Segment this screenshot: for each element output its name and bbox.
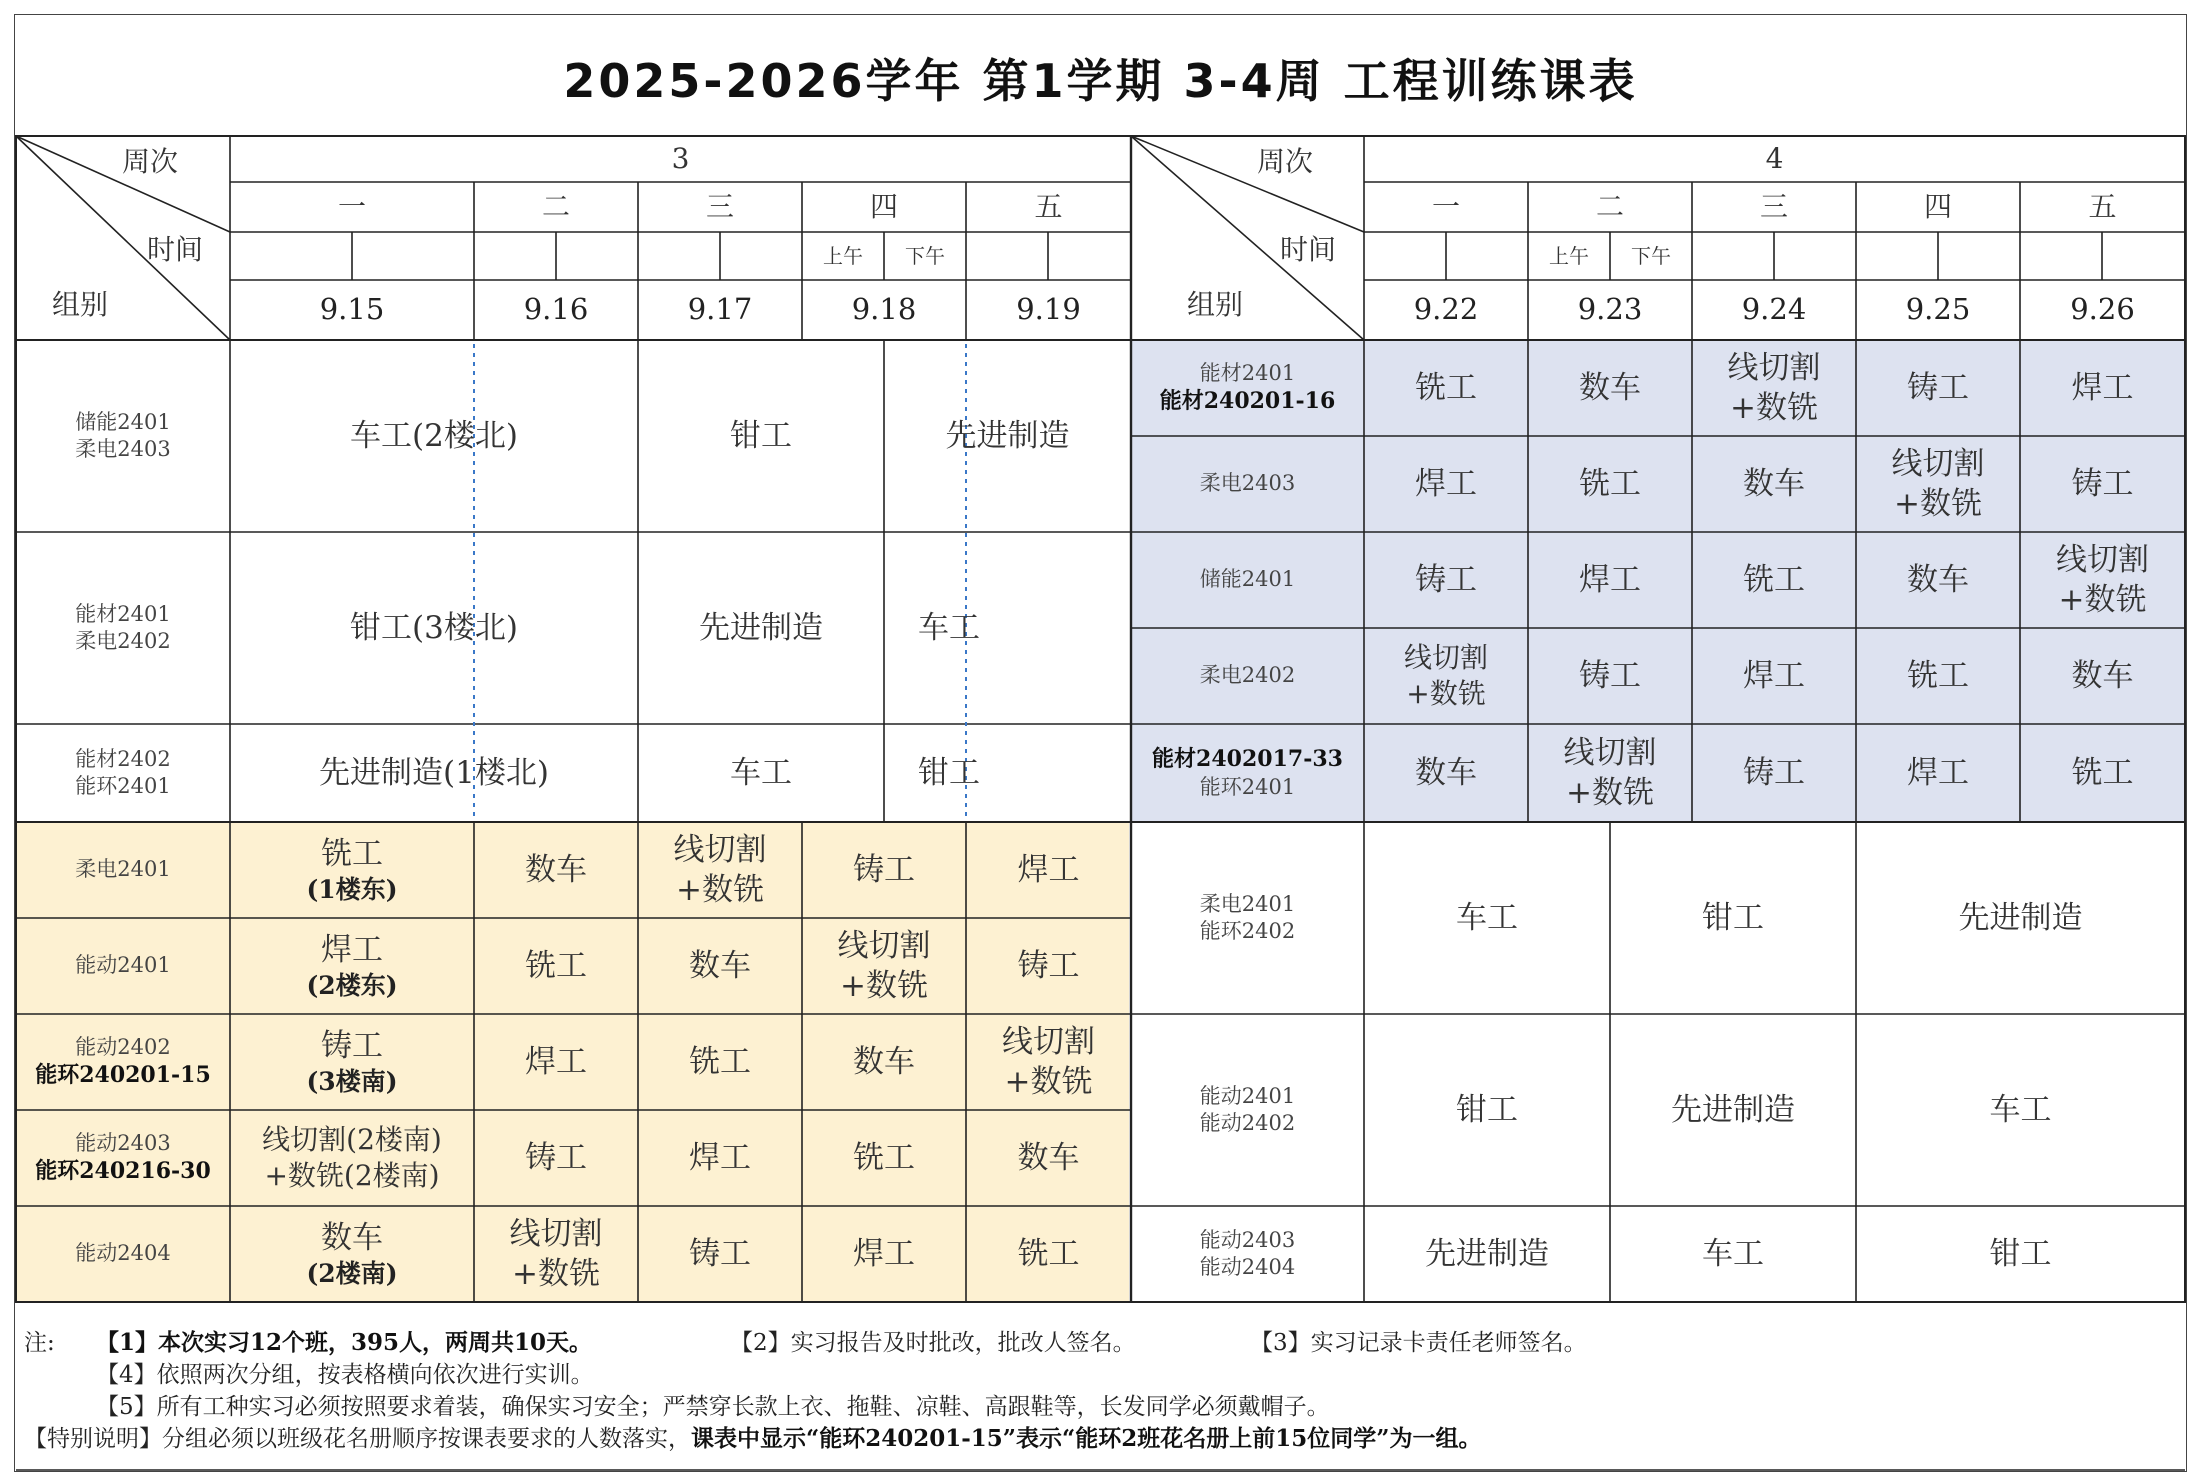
- week4-tue-am: 上午: [1549, 244, 1589, 268]
- week3-r8-wed: 铸工: [689, 1235, 751, 1272]
- week3-r7-fri: 数车: [1017, 1139, 1080, 1176]
- week4-group-1: 能材2401 能材240201-16: [1159, 361, 1336, 415]
- week3-r4-tue: 数车: [525, 851, 587, 888]
- week4-r8-block-b: 车工: [1702, 1235, 1764, 1272]
- week3-r7-wed: 焊工: [689, 1139, 751, 1176]
- week3-date-wed: 9.17: [687, 292, 753, 327]
- week3-r7-thu: 铣工: [853, 1139, 915, 1176]
- week3-r4-mon: 铣工 (1楼东): [306, 835, 398, 904]
- week4-r4-wed: 焊工: [1743, 657, 1805, 694]
- week3-r5-thu: 线切割 +数铣: [837, 927, 931, 1004]
- week3-r6-thu: 数车: [853, 1043, 915, 1080]
- week3-r3-block-a: 先进制造(1楼北): [319, 754, 549, 791]
- week3-r6-tue: 焊工: [525, 1043, 587, 1080]
- week4-group-4: 柔电2402: [1199, 663, 1296, 688]
- week4-r1-wed: 线切割 +数铣: [1727, 349, 1821, 426]
- notes-prefix: 注:: [24, 1330, 55, 1356]
- week3-group-5: 能动2401: [75, 953, 171, 978]
- week4-day-mon: 一: [1431, 189, 1460, 223]
- week3-date-tue: 9.16: [523, 292, 589, 327]
- week4-r2-mon: 焊工: [1415, 465, 1477, 502]
- week3-day-mon: 一: [337, 189, 366, 223]
- week4-date-thu: 9.25: [1905, 292, 1971, 327]
- week3-r4-fri: 焊工: [1017, 851, 1080, 888]
- week3-date-fri: 9.19: [1016, 292, 1081, 327]
- week3-r6-fri: 线切割 +数铣: [1002, 1023, 1095, 1100]
- week3-r1-block-c: 先进制造: [945, 417, 1070, 454]
- week4-r2-wed: 数车: [1743, 465, 1805, 502]
- note-4: 【4】依照两次分组，按表格横向依次进行实训。: [96, 1362, 594, 1388]
- week3-r5-tue: 铣工: [525, 947, 587, 984]
- week3-r4-thu: 铸工: [853, 851, 915, 888]
- week3-group-8: 能动2404: [75, 1241, 171, 1266]
- week3-r6-wed: 铣工: [689, 1043, 751, 1080]
- week3-r4-wed: 线切割 +数铣: [673, 831, 767, 908]
- week4-day-thu: 四: [1923, 189, 1952, 223]
- note-3: 【3】实习记录卡责任老师签名。: [1250, 1330, 1587, 1356]
- week3-day-fri: 五: [1034, 189, 1063, 223]
- week4-group-3: 储能2401: [1199, 567, 1296, 592]
- week4-group-7: 能动2401 能动2402: [1199, 1083, 1296, 1135]
- week4-r6-block-a: 车工: [1456, 899, 1518, 936]
- week3-r8-tue: 线切割 +数铣: [509, 1215, 603, 1292]
- week4-r7-block-b: 先进制造: [1671, 1091, 1795, 1128]
- week4-r5-mon: 数车: [1415, 754, 1477, 791]
- week4-group-2: 柔电2403: [1199, 471, 1296, 496]
- week4-r5-tue: 线切割 +数铣: [1563, 734, 1657, 811]
- week4-date-mon: 9.22: [1413, 292, 1479, 327]
- week3-group-label: 组别: [51, 287, 108, 321]
- week4-day-wed: 三: [1759, 189, 1788, 223]
- week3-date-mon: 9.15: [319, 292, 385, 327]
- week4-r2-thu: 线切割 +数铣: [1891, 445, 1985, 522]
- week4-date-wed: 9.24: [1741, 292, 1807, 327]
- week3-group-2: 能材2401 柔电2402: [75, 601, 171, 653]
- week3-r3-block-c: 钳工: [918, 754, 980, 791]
- week4-day-tue: 二: [1595, 189, 1624, 223]
- week4-number: 4: [1765, 141, 1784, 175]
- week4-r7-block-c: 车工: [1989, 1091, 2052, 1128]
- week3-date-thu: 9.18: [851, 292, 917, 327]
- week4-group-8: 能动2403 能动2404: [1199, 1227, 1296, 1279]
- week3-r1-block-a: 车工(2楼北): [350, 417, 518, 454]
- week4-group-6: 柔电2401 能环2402: [1199, 891, 1296, 943]
- week4-r3-fri: 线切割 +数铣: [2056, 541, 2149, 618]
- week4-r4-thu: 铣工: [1907, 657, 1969, 694]
- week4-r3-thu: 数车: [1907, 561, 1969, 598]
- week4-r1-mon: 铣工: [1415, 369, 1477, 406]
- week4-r2-tue: 铣工: [1579, 465, 1641, 502]
- week3-r2-block-c: 车工: [918, 609, 980, 646]
- week3-r2-block-a: 钳工(3楼北): [350, 609, 518, 646]
- page-title: 2025-2026学年 第1学期 3-4周 工程训练课表: [563, 54, 1638, 109]
- week3-day-tue: 二: [541, 189, 570, 223]
- week4-r3-mon: 铸工: [1415, 561, 1477, 598]
- week3-r7-mon: 线切割(2楼南) +数铣(2楼南): [262, 1122, 442, 1192]
- week4-r2-fri: 铸工: [2071, 465, 2134, 502]
- week3-r1-block-b: 钳工: [730, 417, 792, 454]
- week4-r3-tue: 焊工: [1579, 561, 1641, 598]
- note-5: 【5】所有工种实习必须按照要求着装，确保实习安全；严禁穿长款上衣、拖鞋、凉鞋、高跟鞋等，长发同学必须戴帽子。: [96, 1394, 1330, 1420]
- week4-r8-block-c: 钳工: [1989, 1235, 2052, 1272]
- week3-thu-am: 上午: [823, 244, 863, 268]
- week3-day-wed: 三: [705, 189, 734, 223]
- week4-group-label: 组别: [1186, 287, 1243, 321]
- week4-r3-wed: 铣工: [1743, 561, 1805, 598]
- week4-r7-block-a: 钳工: [1456, 1091, 1518, 1128]
- week3-r3-block-b: 车工: [730, 754, 792, 791]
- week3-r7-tue: 铸工: [525, 1139, 587, 1176]
- note-1: 【1】本次实习12个班，395人，两周共10天。: [96, 1329, 593, 1356]
- week3-group-6: 能动2402 能环240201-15: [35, 1035, 211, 1089]
- note-special: 【特别说明】分组必须以班级花名册顺序按课表要求的人数落实，课表中显示“能环240201-15”表示“能环2班花名册上前15位同学”为一组。: [24, 1425, 1482, 1452]
- week4-group-5: 能材2402017-33 能环2401: [1152, 746, 1343, 799]
- week3-r2-block-b: 先进制造: [699, 609, 823, 646]
- week4-r1-tue: 数车: [1579, 369, 1641, 406]
- week3-r6-mon: 铸工 (3楼南): [306, 1027, 398, 1096]
- week4-r5-wed: 铸工: [1743, 754, 1805, 791]
- week4-r4-fri: 数车: [2071, 657, 2134, 694]
- week3-thu-pm: 下午: [905, 244, 945, 268]
- week4-r1-fri: 焊工: [2071, 369, 2134, 406]
- week3-time-label: 时间: [146, 232, 203, 266]
- week4-r6-block-b: 钳工: [1702, 899, 1764, 936]
- week3-group-4: 柔电2401: [75, 857, 171, 882]
- week3-group-3: 能材2402 能环2401: [75, 746, 171, 798]
- week3-day-thu: 四: [869, 189, 898, 223]
- week3-group-1: 储能2401 柔电2403: [75, 409, 171, 461]
- week3-r5-mon: 焊工 (2楼东): [306, 931, 398, 1000]
- week4-r6-block-c: 先进制造: [1958, 899, 2083, 936]
- week4-week-label: 周次: [1256, 144, 1313, 178]
- week4-r5-fri: 铣工: [2071, 754, 2134, 791]
- week4-day-fri: 五: [2088, 189, 2117, 223]
- note-2: 【2】实习报告及时批改，批改人签名。: [730, 1330, 1136, 1356]
- week3-r5-fri: 铸工: [1017, 947, 1080, 984]
- week4-r4-tue: 铸工: [1579, 657, 1641, 694]
- week3-number: 3: [671, 141, 690, 175]
- week3-r5-wed: 数车: [689, 947, 751, 984]
- week4-r5-thu: 焊工: [1907, 754, 1969, 791]
- week4-r4-mon: 线切割 +数铣: [1403, 640, 1488, 710]
- week4-r1-thu: 铸工: [1907, 369, 1969, 406]
- week3-r8-fri: 铣工: [1017, 1235, 1080, 1272]
- week4-date-fri: 9.26: [2070, 292, 2135, 327]
- week4-time-label: 时间: [1279, 232, 1336, 266]
- week3-group-7: 能动2403 能环240216-30: [35, 1131, 211, 1185]
- week3-r8-thu: 焊工: [853, 1235, 915, 1272]
- week4-r8-block-a: 先进制造: [1425, 1235, 1549, 1272]
- week4-tue-pm: 下午: [1631, 244, 1671, 268]
- week4-date-tue: 9.23: [1577, 292, 1643, 327]
- week3-week-label: 周次: [121, 144, 178, 178]
- week3-r8-mon: 数车 (2楼南): [306, 1219, 398, 1288]
